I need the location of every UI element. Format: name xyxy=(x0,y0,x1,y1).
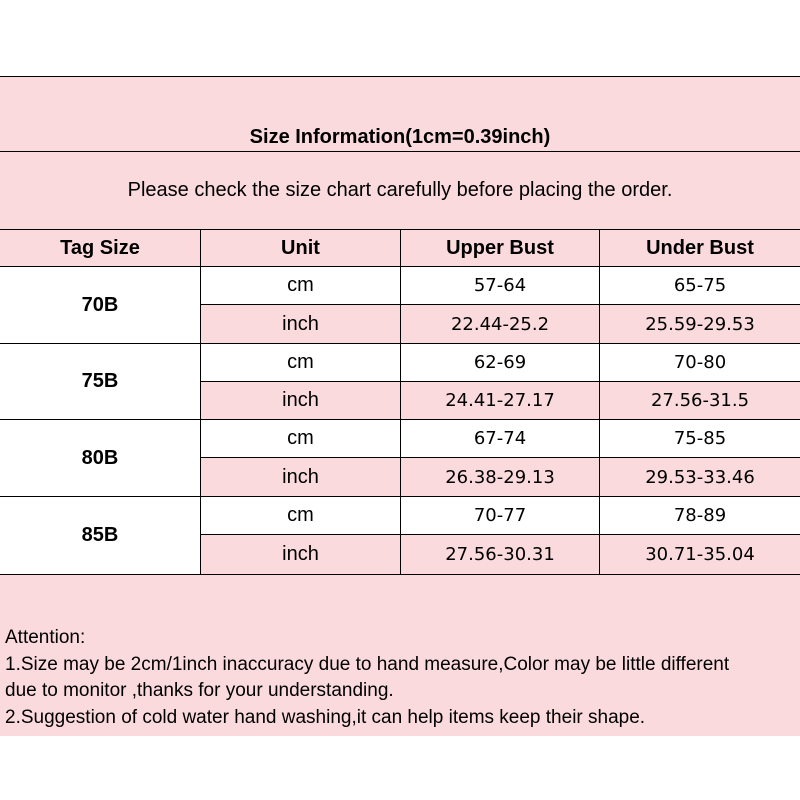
under-bust-cell: 30.71-35.04 xyxy=(600,535,800,574)
under-bust-cell: 65-75 xyxy=(600,267,800,305)
header-unit: Unit xyxy=(201,229,401,267)
tag-size-75b: 75B xyxy=(0,344,201,420)
tag-size-70b: 70B xyxy=(0,267,201,344)
size-table xyxy=(0,229,800,574)
under-bust-cell: 75-85 xyxy=(600,420,800,458)
attention-line: due to monitor ,thanks for your understanding. xyxy=(5,680,394,701)
upper-bust-cell: 67-74 xyxy=(401,420,600,458)
under-bust-cell: 27.56-31.5 xyxy=(600,382,800,420)
attention-line: 1.Size may be 2cm/1inch inaccuracy due to hand measure,Color may be little different xyxy=(5,653,730,675)
unit-cell: cm xyxy=(201,344,401,382)
unit-cell: cm xyxy=(201,420,401,458)
under-bust-cell: 78-89 xyxy=(600,497,800,535)
unit-cell: inch xyxy=(201,382,401,420)
upper-bust-cell: 70-77 xyxy=(401,497,600,535)
under-bust-cell: 29.53-33.46 xyxy=(600,458,800,497)
size-chart-sheet xyxy=(0,76,800,736)
page-title: Size Information(1cm=0.39inch) xyxy=(0,77,800,152)
upper-bust-cell: 62-69 xyxy=(401,344,600,382)
tag-size-80b: 80B xyxy=(0,420,201,497)
unit-cell: cm xyxy=(201,267,401,305)
unit-cell: cm xyxy=(201,497,401,535)
tag-size-85b: 85B xyxy=(0,497,201,574)
upper-bust-cell: 24.41-27.17 xyxy=(401,382,600,420)
unit-cell: inch xyxy=(201,535,401,574)
attention-heading: Attention: xyxy=(5,627,86,648)
unit-cell: inch xyxy=(201,458,401,497)
upper-bust-cell: 57-64 xyxy=(401,267,600,305)
header-upper-bust: Upper Bust xyxy=(401,229,600,267)
under-bust-cell: 70-80 xyxy=(600,344,800,382)
header-tag-size: Tag Size xyxy=(0,229,201,267)
unit-cell: inch xyxy=(201,305,401,344)
under-bust-cell: 25.59-29.53 xyxy=(600,305,800,344)
attention-notes xyxy=(0,574,800,736)
attention-line: 2.Suggestion of cold water hand washing,it can help items keep their shape. xyxy=(5,706,646,728)
upper-bust-cell: 22.44-25.2 xyxy=(401,305,600,344)
upper-bust-cell: 27.56-30.31 xyxy=(401,535,600,574)
upper-bust-cell: 26.38-29.13 xyxy=(401,458,600,497)
order-note: Please check the size chart carefully before placing the order. xyxy=(0,152,800,229)
header-under-bust: Under Bust xyxy=(600,229,800,267)
